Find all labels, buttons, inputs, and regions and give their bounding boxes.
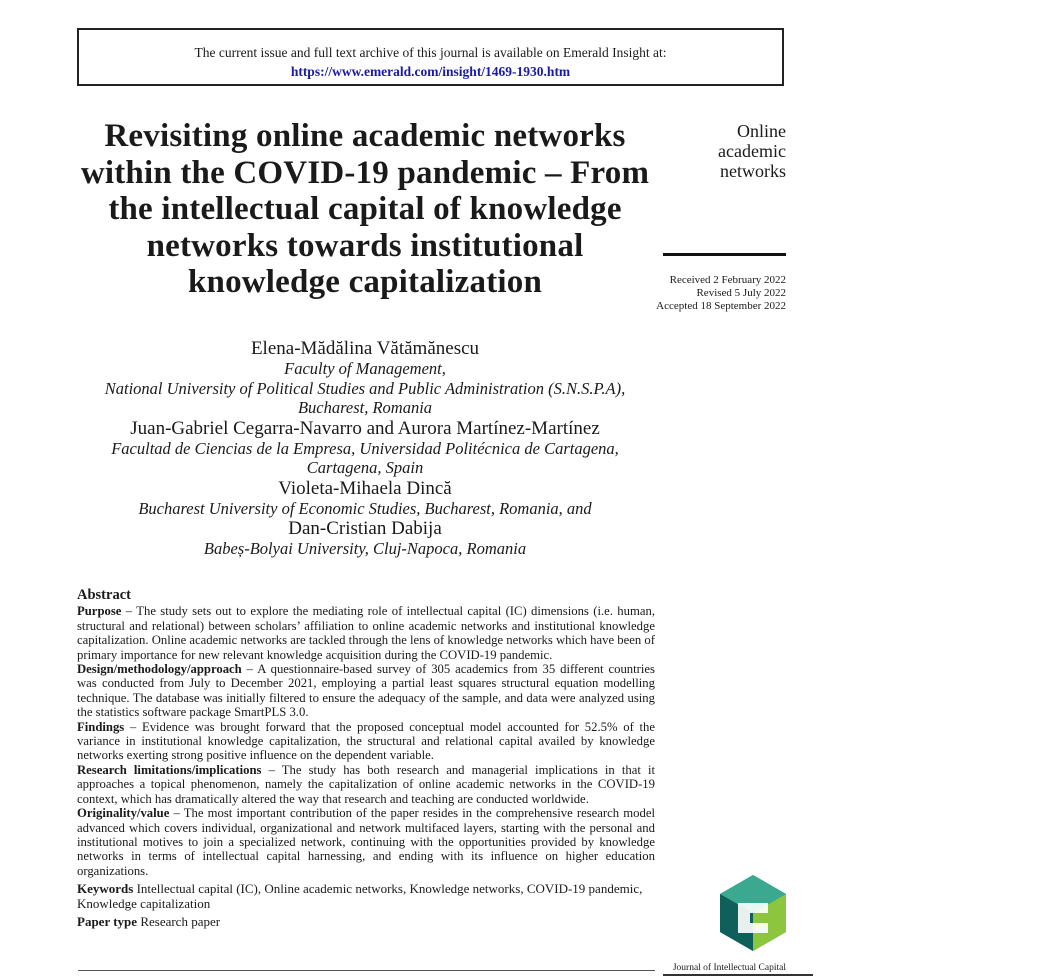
author-name: Dan-Cristian Dabija — [288, 518, 442, 539]
paper-type-text: Research paper — [137, 914, 221, 930]
abstract-section-findings — [77, 720, 655, 763]
author-affiliation: Bucharest University of Economic Studies, Bucharest, Romania, and — [138, 498, 592, 518]
abstract-section-limitations — [77, 763, 655, 806]
author-name: Juan-Gabriel Cegarra-Navarro and Aurora Martínez-Martínez — [130, 417, 600, 439]
footer-rule-right — [663, 974, 813, 976]
keywords-label: Keywords — [77, 881, 134, 897]
emerald-publishing-logo-icon — [718, 873, 788, 953]
received-date: Received 2 February 2022 — [669, 274, 786, 286]
article-title: Revisiting online academic networks within the COVID-19 pandemic – From the intellectual capital of knowledge networks towards institutional knowledge capitalization — [80, 118, 650, 300]
abstract-text: – The most important contribution of the paper resides in the comprehensive research model advanced which covers individual, organizational and network multifaced layers, starting with the personal and institutional motives to join a specialized network, continuing with the opportunities provided by knowledge networks in terms of intellectual capital harnessing, and ending with its influence on higher education organizations. — [77, 806, 655, 878]
footer-rule-left — [78, 970, 655, 971]
paper-type-label: Paper type — [77, 914, 138, 930]
accepted-date: Accepted 18 September 2022 — [656, 300, 786, 312]
journal-name: Journal of Intellectual Capital — [672, 963, 786, 973]
abstract-text: – A questionnaire-based survey of 305 academics from 35 different countries was conducted from July to December 2021, employing a partial least squares structural equation modelling technique. The database was initially filtered to ensure the adequacy of the sample, and data were analyzed using the statistics software package SmartPLS 3.0. — [77, 662, 655, 720]
access-notice-box — [77, 28, 784, 86]
author-affiliation: Faculty of Management, — [284, 359, 446, 378]
abstract — [77, 588, 655, 929]
abstract-label: Findings — [77, 719, 125, 734]
author-affiliation: Facultad de Ciencias de la Empresa, Universidad Politécnica de Cartagena, — [111, 438, 619, 458]
keywords-text: Intellectual capital (IC), Online academic networks, Knowledge networks, COVID-19 pandemic, Knowledge capitalization — [77, 881, 643, 912]
author-name: Elena-Mădălina Vătămănescu — [250, 338, 480, 359]
paper-type — [77, 914, 655, 929]
author-affiliation: National University of Political Studies and Public Administration (S.N.S.P.A), — [104, 378, 626, 398]
abstract-label: Design/methodology/approach — [77, 662, 242, 677]
abstract-heading: Abstract — [77, 587, 131, 603]
keywords — [77, 881, 655, 911]
article-dates — [640, 274, 786, 313]
author-affiliation: Cartagena, Spain — [306, 458, 424, 477]
abstract-text: – The study has both research and managerial implications in that it approaches a topical phenomenon, namely the capitalization of online academic networks in the COVID-19 context, which has dramatically altered the way that research and teaching are conducted worldwide. — [77, 762, 655, 806]
abstract-section-design — [77, 662, 655, 720]
running-head-line-1: Online — [737, 121, 786, 141]
author-block — [78, 338, 652, 559]
revised-date: Revised 5 July 2022 — [696, 287, 786, 299]
author-name: Violeta-Mihaela Dincă — [278, 477, 452, 499]
abstract-text: – The study sets out to explore the mediating role of intellectual capital (IC) dimensions (i.e. human, structural and relational) between scholars’ affiliation to online academic networks and institutional knowledge capitalization. Online academic networks are tackled through the lens of knowledge networks which have been of primary importance for new relevant knowledge acquisition during the COVID-19 pandemic. — [77, 604, 655, 662]
access-notice-text: The current issue and full text archive of this journal is available on Emerald Insight at: — [194, 45, 667, 60]
author-affiliation: Bucharest, Romania — [297, 398, 433, 417]
abstract-label: Purpose — [77, 604, 122, 619]
running-head-line-3: networks — [720, 161, 786, 181]
abstract-section-originality — [77, 806, 655, 878]
abstract-section-purpose — [77, 604, 655, 662]
author-affiliation: Babeș-Bolyai University, Cluj-Napoca, Romania — [203, 539, 527, 558]
abstract-text: – Evidence was brought forward that the proposed conceptual model accounted for 52.5% of the variance in institutional knowledge capitalization, the structural and relational capital availed by knowledge networks exerting strong positive influence on the dependent variable. — [77, 719, 655, 763]
abstract-label: Research limitations/implications — [77, 762, 262, 777]
abstract-label: Originality/value — [77, 806, 170, 821]
running-head-rule — [663, 253, 786, 256]
emerald-insight-link[interactable]: https://www.emerald.com/insight/1469-1930.htm — [290, 64, 571, 79]
running-head — [662, 121, 786, 181]
running-head-line-2: academic — [718, 141, 786, 161]
